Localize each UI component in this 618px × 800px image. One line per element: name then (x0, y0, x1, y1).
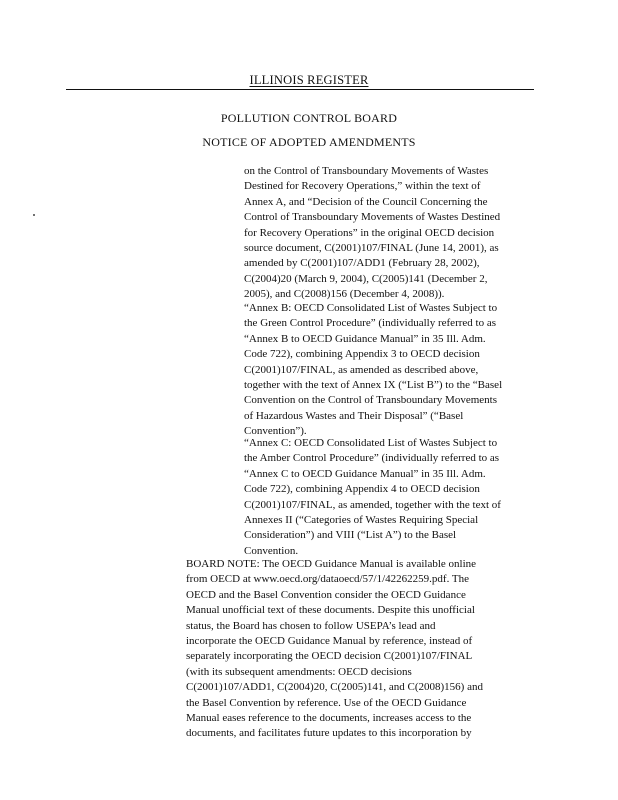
text-line: OECD and the Basel Convention consider the OECD Guidance (186, 588, 466, 601)
text-line: for Recovery Operations” in the original OECD decision (244, 226, 495, 239)
text-line: “Annex B: OECD Consolidated List of Wastes Subject to (244, 302, 498, 314)
paragraph-annex-b (244, 301, 534, 440)
text-line: of Hazardous Wastes and Their Disposal” (“Basel (244, 409, 464, 422)
text-line: together with the text of Annex IX (“List B”) to the “Basel (244, 379, 503, 392)
text-line: Code 722), combining Appendix 3 to OECD decision (244, 348, 480, 361)
text-line: C(2001)107/FINAL, as amended as described above, (244, 363, 479, 376)
text-line: status, the Board has chosen to follow USEPA’s lead and (186, 619, 436, 632)
notice-title: NOTICE OF ADOPTED AMENDMENTS (202, 135, 416, 149)
text-line: the Green Control Procedure” (individually referred to as (244, 317, 496, 330)
text-line: “Annex C to OECD Guidance Manual” in 35 Ill. Adm. (244, 467, 486, 480)
register-title: ILLINOIS REGISTER (249, 73, 369, 87)
text-line: (with its subsequent amendments: OECD decisions (186, 665, 412, 678)
text-line: amended by C(2001)107/ADD1 (February 28, 2002), (244, 257, 480, 270)
text-line: “Annex C: OECD Consolidated List of Wastes Subject to (244, 437, 498, 449)
header-rule (66, 89, 534, 90)
text-line: source document, C(2001)107/FINAL (June 14, 2001), as (244, 242, 499, 255)
text-line: Manual eases reference to the documents, increases access to the (186, 712, 472, 725)
text-line: Manual unofficial text of these documents. Despite this unofficial (186, 604, 475, 617)
text-line: Annexes II (“Categories of Wastes Requiring Special (244, 514, 479, 527)
text-line: C(2001)107/FINAL, as amended, together with the text of (244, 498, 501, 511)
text-line: Code 722), combining Appendix 4 to OECD decision (244, 483, 480, 496)
text-line: Consideration”) and VIII (“List A”) to the Basel (244, 529, 457, 542)
text-line: Convention”). (244, 425, 307, 438)
text-line: the Amber Control Procedure” (individually referred to as (244, 452, 500, 465)
text-line: C(2001)107/ADD1, C(2004)20, C(2005)141, and C(2008)156) and (186, 681, 483, 694)
text-line: C(2004)20 (March 9, 2004), C(2005)141 (December 2, (244, 272, 488, 285)
text-line: Convention. (244, 544, 299, 557)
text-line: Convention on the Control of Transboundary Movements (244, 394, 497, 407)
text-line: “Annex B to OECD Guidance Manual” in 35 Ill. Adm. (244, 332, 486, 345)
text-line: on the Control of Transboundary Movements of Wastes (244, 165, 489, 177)
text-line: Destined for Recovery Operations,” within the text of (244, 180, 481, 193)
text-line: Annex A, and “Decision of the Council Concerning the (244, 195, 488, 208)
agency-name: POLLUTION CONTROL BOARD (220, 111, 398, 125)
text-line: documents, and facilitates future updates to this incorporation by (186, 727, 472, 740)
text-line: from OECD at www.oecd.org/dataoecd/57/1/42262259.pdf. The (186, 573, 469, 586)
paragraph-annex-c (244, 436, 534, 559)
board-note (186, 557, 538, 742)
text-line: Control of Transboundary Movements of Wastes Destined (244, 211, 501, 224)
text-line: BOARD NOTE: The OECD Guidance Manual is available online (186, 558, 477, 570)
text-line: separately incorporating the OECD decision C(2001)107/FINAL (186, 650, 473, 663)
paragraph-continuation (244, 164, 534, 303)
text-line: incorporate the OECD Guidance Manual by reference, instead of (186, 635, 473, 648)
scan-speck (33, 214, 35, 216)
text-line: the Basel Convention by reference. Use of the OECD Guidance (186, 696, 467, 709)
text-line: 2005), and C(2008)156 (December 4, 2008)). (244, 288, 445, 301)
